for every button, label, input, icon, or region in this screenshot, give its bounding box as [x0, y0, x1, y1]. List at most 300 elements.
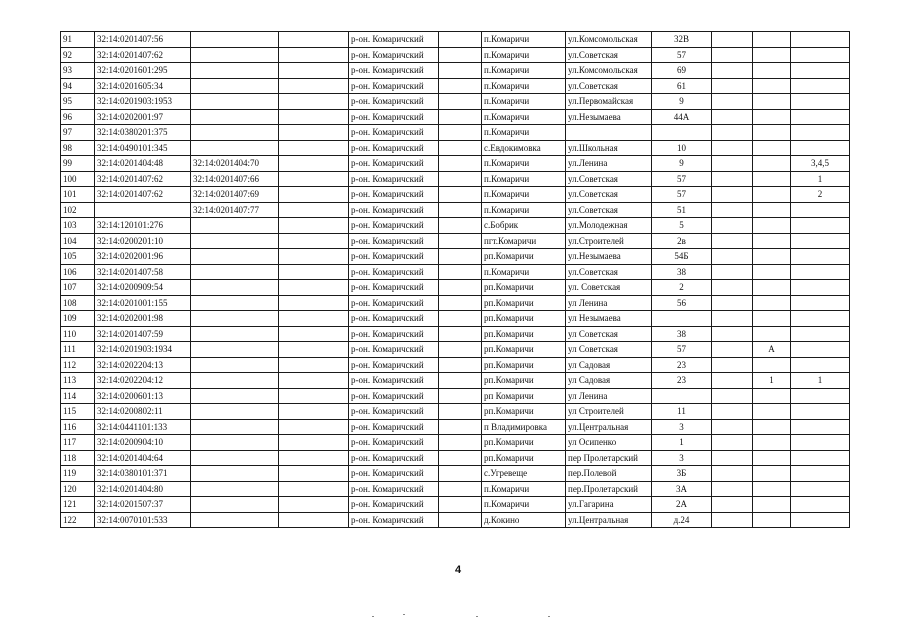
cell-empty [439, 466, 482, 482]
cell-district: р-он. Комаричский [349, 171, 439, 187]
cell-street: пер.Полевой [566, 466, 652, 482]
cell-row-number: 121 [61, 497, 95, 513]
cell-empty [439, 357, 482, 373]
cell-building [753, 311, 791, 327]
table-row [61, 94, 850, 110]
table-row [61, 78, 850, 94]
cell-cadastral-number: 32:14:0201903:1953 [95, 94, 191, 110]
cell-district: р-он. Комаричский [349, 47, 439, 63]
cell-street: ул.Школьная [566, 140, 652, 156]
cell-settlement: рп.Комаричи [482, 280, 566, 296]
cell-district: р-он. Комаричский [349, 481, 439, 497]
cell-street: ул.Гагарина [566, 497, 652, 513]
cell-house-number: 44А [652, 109, 712, 125]
cell-row-number: 117 [61, 435, 95, 451]
cell-street [566, 125, 652, 141]
cell-empty [439, 202, 482, 218]
cell-settlement: п.Комаричи [482, 109, 566, 125]
cell-cadastral-number: 32:14:0201507:37 [95, 497, 191, 513]
cell-empty [439, 497, 482, 513]
cell-house-number: 57 [652, 47, 712, 63]
cell-cadastral-number-2 [191, 419, 279, 435]
table-row [61, 63, 850, 79]
cell-apartment [791, 450, 850, 466]
cell-district: р-он. Комаричский [349, 249, 439, 265]
cell-row-number: 111 [61, 342, 95, 358]
cell-district: р-он. Комаричский [349, 466, 439, 482]
table-row [61, 171, 850, 187]
cell-settlement: п.Комаричи [482, 171, 566, 187]
cell-cadastral-number-2 [191, 249, 279, 265]
cell-house-number: 54Б [652, 249, 712, 265]
cell-cadastral-number-2 [191, 497, 279, 513]
cell-cadastral-number-2 [191, 373, 279, 389]
cell-district: р-он. Комаричский [349, 373, 439, 389]
table-row [61, 497, 850, 513]
cell-apartment: 3,4,5 [791, 156, 850, 172]
cell-empty [439, 249, 482, 265]
cell-district: р-он. Комаричский [349, 388, 439, 404]
cell-street: ул Советская [566, 342, 652, 358]
cell-street: ул.Первомайская [566, 94, 652, 110]
cell-apartment [791, 47, 850, 63]
cell-house-number: 57 [652, 171, 712, 187]
table-row [61, 466, 850, 482]
cell-district: р-он. Комаричский [349, 109, 439, 125]
cell-district: р-он. Комаричский [349, 78, 439, 94]
cell-apartment [791, 435, 850, 451]
cell-house-number: 51 [652, 202, 712, 218]
table-row [61, 357, 850, 373]
cell-empty [712, 47, 753, 63]
cell-empty [712, 404, 753, 420]
cell-empty [712, 419, 753, 435]
cell-cadastral-number: 32:14:0201404:48 [95, 156, 191, 172]
cell-building [753, 497, 791, 513]
cell-cadastral-number: 32:14:0201001:155 [95, 295, 191, 311]
cell-building [753, 63, 791, 79]
cell-empty [439, 419, 482, 435]
cell-cadastral-number: 32:14:0202204:12 [95, 373, 191, 389]
cell-apartment [791, 404, 850, 420]
cell-row-number: 96 [61, 109, 95, 125]
cell-building [753, 140, 791, 156]
cell-house-number: д.24 [652, 512, 712, 528]
cell-cadastral-number: 32:14:0200601:13 [95, 388, 191, 404]
cell-house-number: 57 [652, 342, 712, 358]
table-row [61, 32, 850, 48]
cell-street: ул.Молодежная [566, 218, 652, 234]
cell-district: р-он. Комаричский [349, 357, 439, 373]
cell-street: ул.Советская [566, 264, 652, 280]
cell-house-number [652, 311, 712, 327]
cell-cadastral-number: 32:14:0200802:11 [95, 404, 191, 420]
cell-building [753, 94, 791, 110]
cell-building [753, 32, 791, 48]
cell-empty [279, 466, 349, 482]
cell-cadastral-number: 32:14:0201407:62 [95, 187, 191, 203]
cell-row-number: 103 [61, 218, 95, 234]
cell-cadastral-number-2 [191, 481, 279, 497]
table-row [61, 373, 850, 389]
cell-house-number: 9 [652, 94, 712, 110]
cell-cadastral-number: 32:14:0201407:56 [95, 32, 191, 48]
cell-house-number: 23 [652, 373, 712, 389]
cell-street: ул Советская [566, 326, 652, 342]
cell-empty [279, 249, 349, 265]
cell-street: ул.Центральная [566, 419, 652, 435]
cell-settlement: рп.Комаричи [482, 450, 566, 466]
cell-cadastral-number: 32:14:0070101:533 [95, 512, 191, 528]
cell-row-number: 100 [61, 171, 95, 187]
cell-settlement: п Владимировка [482, 419, 566, 435]
cell-building [753, 357, 791, 373]
cell-apartment [791, 357, 850, 373]
cell-house-number: 10 [652, 140, 712, 156]
cell-empty [439, 280, 482, 296]
table-row [61, 481, 850, 497]
cell-settlement: рп.Комаричи [482, 435, 566, 451]
cell-row-number: 110 [61, 326, 95, 342]
cell-cadastral-number-2 [191, 295, 279, 311]
cell-building: 1 [753, 373, 791, 389]
cell-empty [712, 249, 753, 265]
cell-street: ул Садовая [566, 357, 652, 373]
cell-cadastral-number: 32:14:0201407:59 [95, 326, 191, 342]
cell-street: ул.Центральная [566, 512, 652, 528]
cell-empty [279, 404, 349, 420]
cell-street: ул.Комсомольская [566, 63, 652, 79]
cell-settlement: рп.Комаричи [482, 342, 566, 358]
cell-empty [439, 295, 482, 311]
cell-row-number: 116 [61, 419, 95, 435]
cell-apartment [791, 125, 850, 141]
cell-apartment [791, 388, 850, 404]
cell-cadastral-number-2 [191, 435, 279, 451]
cell-empty [712, 187, 753, 203]
cell-empty [712, 373, 753, 389]
cell-empty [279, 78, 349, 94]
cell-street: ул Садовая [566, 373, 652, 389]
cell-street: ул Осипенко [566, 435, 652, 451]
cell-house-number: 61 [652, 78, 712, 94]
cell-apartment [791, 326, 850, 342]
cell-empty [279, 388, 349, 404]
cell-empty [279, 63, 349, 79]
table-row [61, 249, 850, 265]
cell-cadastral-number: 32:14:0201407:58 [95, 264, 191, 280]
cell-building [753, 404, 791, 420]
table-row [61, 342, 850, 358]
cell-house-number: 38 [652, 326, 712, 342]
cell-house-number: 5 [652, 218, 712, 234]
cell-district: р-он. Комаричский [349, 187, 439, 203]
scan-speck [476, 616, 478, 617]
cell-empty [439, 187, 482, 203]
cell-empty [439, 233, 482, 249]
cell-settlement: п.Комаричи [482, 32, 566, 48]
cell-street: ул.Комсомольская [566, 32, 652, 48]
cell-settlement: рп.Комаричи [482, 311, 566, 327]
cell-cadastral-number-2 [191, 233, 279, 249]
cell-row-number: 93 [61, 63, 95, 79]
cell-cadastral-number-2 [191, 125, 279, 141]
cell-empty [439, 94, 482, 110]
cell-empty [712, 140, 753, 156]
cell-building [753, 202, 791, 218]
cell-empty [439, 171, 482, 187]
cell-empty [279, 202, 349, 218]
cell-house-number: 56 [652, 295, 712, 311]
table-row [61, 156, 850, 172]
cell-cadastral-number-2: 32:14:0201407:69 [191, 187, 279, 203]
cell-apartment [791, 249, 850, 265]
cell-district: р-он. Комаричский [349, 326, 439, 342]
cell-empty [712, 466, 753, 482]
cell-apartment [791, 264, 850, 280]
cell-empty [439, 125, 482, 141]
table-row [61, 187, 850, 203]
cell-district: р-он. Комаричский [349, 342, 439, 358]
cell-empty [279, 357, 349, 373]
cell-row-number: 99 [61, 156, 95, 172]
table-row [61, 450, 850, 466]
cell-row-number: 113 [61, 373, 95, 389]
cell-cadastral-number-2 [191, 280, 279, 296]
cell-street: ул.Советская [566, 78, 652, 94]
cell-district: р-он. Комаричский [349, 404, 439, 420]
cell-apartment [791, 466, 850, 482]
cell-empty [712, 326, 753, 342]
table-row [61, 218, 850, 234]
cell-settlement: пгт.Комаричи [482, 233, 566, 249]
cell-empty [279, 280, 349, 296]
cell-building: А [753, 342, 791, 358]
cell-empty [712, 311, 753, 327]
cell-street: ул.Ленина [566, 156, 652, 172]
cell-empty [279, 326, 349, 342]
cell-empty [279, 187, 349, 203]
cell-row-number: 101 [61, 187, 95, 203]
cell-house-number: 3 [652, 450, 712, 466]
cell-cadastral-number-2 [191, 140, 279, 156]
cell-settlement: п.Комаричи [482, 264, 566, 280]
cell-street: ул.Незымаева [566, 249, 652, 265]
cell-cadastral-number-2: 32:14:0201407:77 [191, 202, 279, 218]
cell-district: р-он. Комаричский [349, 140, 439, 156]
cell-cadastral-number: 32:14:0201407:62 [95, 171, 191, 187]
cell-empty [439, 311, 482, 327]
cell-cadastral-number-2 [191, 32, 279, 48]
cell-district: р-он. Комаричский [349, 435, 439, 451]
table-row [61, 419, 850, 435]
cell-building [753, 109, 791, 125]
cell-apartment [791, 202, 850, 218]
cell-building [753, 280, 791, 296]
cell-cadastral-number: 32:14:0202204:13 [95, 357, 191, 373]
cell-street: ул.Советская [566, 202, 652, 218]
cell-cadastral-number: 32:14:0380101:371 [95, 466, 191, 482]
scan-speck [548, 616, 550, 617]
cell-empty [439, 481, 482, 497]
cell-cadastral-number-2 [191, 218, 279, 234]
cell-settlement: п.Комаричи [482, 47, 566, 63]
cell-cadastral-number-2 [191, 326, 279, 342]
cell-empty [439, 78, 482, 94]
cell-empty [439, 264, 482, 280]
cell-street: ул.Советская [566, 171, 652, 187]
cell-cadastral-number: 32:14:0380201:375 [95, 125, 191, 141]
cell-empty [712, 388, 753, 404]
cell-apartment [791, 94, 850, 110]
cell-house-number: 57 [652, 187, 712, 203]
table-row [61, 512, 850, 528]
cell-district: р-он. Комаричский [349, 63, 439, 79]
cell-street: ул. Советская [566, 280, 652, 296]
cell-cadastral-number-2 [191, 466, 279, 482]
table-row [61, 326, 850, 342]
cell-empty [439, 404, 482, 420]
cell-row-number: 97 [61, 125, 95, 141]
cell-apartment [791, 295, 850, 311]
cell-building [753, 295, 791, 311]
cell-street: ул Ленина [566, 388, 652, 404]
cell-empty [439, 32, 482, 48]
cell-street: ул.Советская [566, 47, 652, 63]
cell-house-number [652, 125, 712, 141]
cell-settlement: рп Комаричи [482, 388, 566, 404]
cell-settlement: с.Бобрик [482, 218, 566, 234]
cell-empty [279, 342, 349, 358]
cell-cadastral-number: 32:14:0201605:34 [95, 78, 191, 94]
table-row [61, 295, 850, 311]
cell-settlement: п.Комаричи [482, 497, 566, 513]
cell-settlement: п.Комаричи [482, 94, 566, 110]
cell-empty [279, 233, 349, 249]
cell-building [753, 218, 791, 234]
cell-building [753, 419, 791, 435]
cell-cadastral-number: 32:14:0201407:62 [95, 47, 191, 63]
scan-speck [403, 614, 405, 615]
cell-building [753, 156, 791, 172]
cell-apartment [791, 342, 850, 358]
cell-cadastral-number [95, 202, 191, 218]
cell-empty [439, 140, 482, 156]
table-row [61, 233, 850, 249]
cell-row-number: 120 [61, 481, 95, 497]
cell-apartment [791, 311, 850, 327]
cell-district: р-он. Комаричский [349, 125, 439, 141]
cell-cadastral-number-2 [191, 264, 279, 280]
cell-cadastral-number: 32:14:0200201:10 [95, 233, 191, 249]
cell-building [753, 249, 791, 265]
cell-empty [279, 218, 349, 234]
cell-row-number: 91 [61, 32, 95, 48]
cell-empty [439, 450, 482, 466]
cell-empty [279, 373, 349, 389]
cell-settlement: п.Комаричи [482, 125, 566, 141]
cell-building [753, 466, 791, 482]
cell-cadastral-number: 32:14:0201404:80 [95, 481, 191, 497]
table-row [61, 264, 850, 280]
cell-settlement: рп.Комаричи [482, 326, 566, 342]
cell-district: р-он. Комаричский [349, 497, 439, 513]
cell-apartment: 2 [791, 187, 850, 203]
cell-cadastral-number-2 [191, 63, 279, 79]
cell-empty [439, 326, 482, 342]
table-row [61, 125, 850, 141]
cell-row-number: 115 [61, 404, 95, 420]
cell-empty [712, 109, 753, 125]
cell-apartment [791, 109, 850, 125]
cell-empty [439, 435, 482, 451]
cell-settlement: рп.Комаричи [482, 404, 566, 420]
cell-house-number: 9 [652, 156, 712, 172]
cell-empty [712, 450, 753, 466]
cell-empty [279, 47, 349, 63]
cell-empty [712, 481, 753, 497]
cell-empty [279, 295, 349, 311]
cell-street: ул Строителей [566, 404, 652, 420]
cell-cadastral-number-2 [191, 342, 279, 358]
cell-settlement: рп.Комаричи [482, 373, 566, 389]
cell-settlement: д.Кокино [482, 512, 566, 528]
cell-empty [712, 156, 753, 172]
cell-empty [712, 264, 753, 280]
cell-district: р-он. Комаричский [349, 512, 439, 528]
cell-empty [712, 280, 753, 296]
cell-street: ул Ленина [566, 295, 652, 311]
table-row [61, 280, 850, 296]
cell-empty [712, 32, 753, 48]
cell-row-number: 104 [61, 233, 95, 249]
cell-house-number: 23 [652, 357, 712, 373]
cell-empty [712, 78, 753, 94]
cell-apartment [791, 233, 850, 249]
table-row [61, 47, 850, 63]
table-row [61, 388, 850, 404]
cell-house-number [652, 388, 712, 404]
cell-row-number: 98 [61, 140, 95, 156]
cell-district: р-он. Комаричский [349, 32, 439, 48]
cell-cadastral-number-2 [191, 78, 279, 94]
cell-cadastral-number: 32:14:0200904:10 [95, 435, 191, 451]
cell-empty [279, 311, 349, 327]
cell-empty [712, 94, 753, 110]
cell-cadastral-number: 32:14:0202001:97 [95, 109, 191, 125]
table-row [61, 435, 850, 451]
cell-building [753, 435, 791, 451]
cell-empty [439, 373, 482, 389]
cell-building [753, 264, 791, 280]
cell-cadastral-number: 32:14:0201601:295 [95, 63, 191, 79]
cell-district: р-он. Комаричский [349, 311, 439, 327]
cell-district: р-он. Комаричский [349, 94, 439, 110]
cell-settlement: с.Угревеще [482, 466, 566, 482]
cell-empty [712, 435, 753, 451]
cell-empty [712, 497, 753, 513]
cell-apartment [791, 63, 850, 79]
cell-building [753, 78, 791, 94]
cell-district: р-он. Комаричский [349, 233, 439, 249]
cell-row-number: 107 [61, 280, 95, 296]
cell-apartment: 1 [791, 171, 850, 187]
cell-house-number: 3Б [652, 466, 712, 482]
cell-settlement: с.Евдокимовка [482, 140, 566, 156]
cell-apartment: 1 [791, 373, 850, 389]
cell-empty [712, 202, 753, 218]
table-row [61, 109, 850, 125]
